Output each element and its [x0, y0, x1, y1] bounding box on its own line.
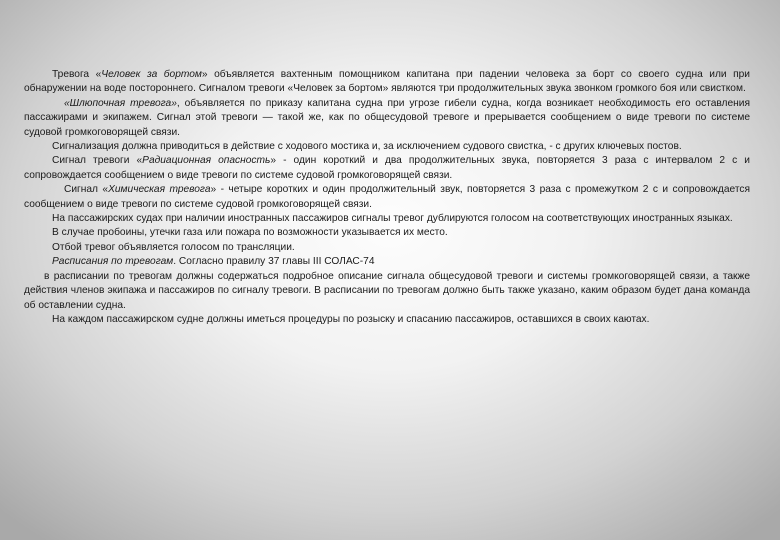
- paragraph-chemical-alarm: Сигнал «Химическая тревога» - четыре коротких и один продолжительный звук, повторяется 3 раза с промежутком 2 с и сопровождается сообщением о виде тревоги по системе судовой громкоговорящей связи.: [24, 184, 750, 210]
- paragraph-radiation-alarm: Сигнал тревоги «Радиационная опасность» - один короткий и два продолжительных звука, повторяется 3 раза с интервалом 2 с и сопровождается сообщением о виде тревоги по системе судовой громкоговорящей связи.: [24, 155, 750, 181]
- paragraph-passenger-search: На каждом пассажирском судне должны иметься процедуры по розыску и спасанию пассажиров, оставшихся в своих каютах.: [52, 313, 650, 325]
- paragraph-damage-location: В случае пробоины, утечки газа или пожара по возможности указывается их место.: [52, 227, 448, 239]
- paragraph-boat-alarm: «Шлюпочная тревога», объявляется по приказу капитана судна при угрозе гибели судна, когда возникает необходимость его оставления пассажирами и экипажем. Сигнал этой тревоги — такой же, как по общесудовой тревоге и прерывается сообщением о виде тревоги по системе судовой громкоговорящей связи.: [24, 97, 750, 138]
- paragraph-alarm-cancel: Отбой тревог объявляется голосом по трансляции.: [52, 241, 295, 253]
- paragraph-alarm-activation: Сигнализация должна приводиться в действие с ходового мостика и, за исключением судового свистка, - с других ключевых постов.: [52, 141, 682, 153]
- paragraph-muster-list-content: в расписании по тревогам должны содержаться подробное описание сигнала общесудовой тревоги и системы громкоговорящей связи, а также действия членов экипажа и пассажиров по сигналу тревоги. В расписании по тревогам должно быть также указано, каким образом будет дана команда об оставлении судна.: [24, 270, 750, 311]
- paragraph-muster-list-heading: Расписания по тревогам. Согласно правилу 37 главы III СОЛАС-74: [52, 256, 375, 268]
- document-body: [24, 68, 750, 327]
- paragraph-man-overboard: Тревога «Человек за бортом» объявляется вахтенным помощником капитана при падении человека за борт со своего судна или при обнаружении на воде постороннего. Сигналом тревоги «Человек за бортом» являются три продолжительных звука звонком громкого боя или свистком.: [24, 69, 750, 95]
- paragraph-foreign-passengers: На пассажирских судах при наличии иностранных пассажиров сигналы тревог дублируются голосом на соответствующих иностранных языках.: [52, 213, 733, 225]
